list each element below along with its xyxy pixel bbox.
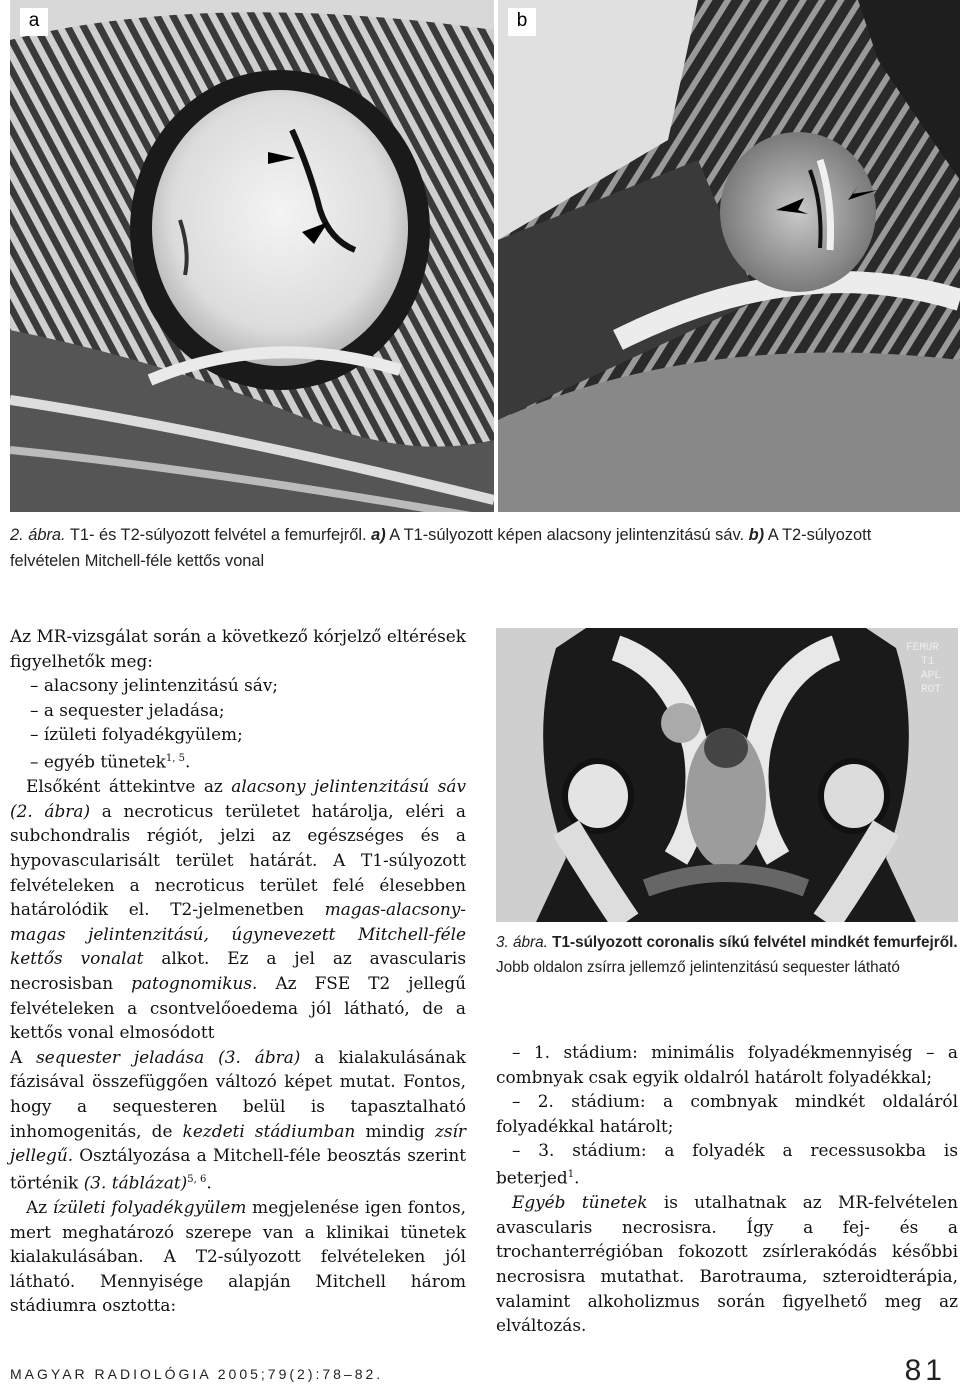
intro-paragraph: Az MR-vizsgálat során a következő kórjelző eltérések figyelhetők meg:	[10, 626, 466, 671]
left-column	[10, 624, 466, 1318]
figure2-caption-text: T1- és T2-súlyozott felvétel a femurfejről.	[65, 526, 372, 544]
stage-2: – 2. stádium: a combnyak mindkét oldaláról folyadékkal határolt;	[496, 1091, 958, 1136]
figure3-caption	[496, 930, 958, 980]
reference: 1, 5	[165, 752, 185, 764]
figure2-caption-text-a: A T1-súlyozott képen alacsony jelintenzitású sáv.	[385, 526, 749, 544]
figure2-caption-a: a)	[371, 526, 386, 544]
figure2-caption-b: b)	[748, 526, 765, 544]
overlay-text-4: ROT	[921, 684, 941, 696]
stage-3: – 3. stádium: a folyadék a recessusokba is beterjed$^1$.	[496, 1140, 958, 1188]
right-column	[496, 1040, 958, 1338]
paragraph-low-signal-band: Elsőként áttekintve az alacsony jelintenzitású sáv (2. ábra) a necroticus területet határolja, eléri a subchondralis régiót, jelzi az egészséges és a hypovascularisált terület határát. A T1-súlyozott felvételeken a necroticus terület felé élesebben határolódik el. T2-jelmenetben magas-alacsony-magas jelintenzitású, úgynevezett Mitchell-féle kettős vonalat alkot. Ez a jel az avascularis necrosisban patognomikus. Az FSE T2 jellegű felvételeken a csontvelőoedema jól látható, de a kettős vonal elmosódott	[10, 776, 467, 1043]
page-number: 81	[904, 1354, 946, 1387]
figure3-image	[496, 628, 958, 922]
list-item: – alacsony jelintenzitású sáv;	[30, 675, 279, 696]
paragraph-sequester: A sequester jeladása (3. ábra) a kialakulásának fázisával összefüggően változó képet mutat. Fontos, hogy a sequesteren belül is tapasztalható inhomogenitás, de kezdeti stádiumban mindig zsír jellegű. Osztályozása a Mitchell-féle beosztás szerint történik (3. táblázat)$^{5, 6}$.	[10, 1046, 466, 1193]
mri-femoral-head-t2	[498, 0, 960, 512]
list-item: – egyéb tünetek$^{1, 5}$.	[30, 751, 191, 772]
journal-footer: MAGYAR RADIOLÓGIA 2005;79(2):78–82.	[10, 1366, 384, 1382]
panel-b-label: b	[508, 8, 536, 36]
overlay-text-2: T1	[921, 656, 935, 668]
mri-femoral-head-t1	[10, 0, 494, 512]
list-item: – ízületi folyadékgyülem;	[30, 724, 243, 745]
overlay-text-3: APL	[921, 670, 941, 682]
overlay-text-1: FEMUR	[906, 642, 940, 654]
figure2-panel-a-image	[10, 0, 494, 512]
stage-1: – 1. stádium: minimális folyadékmennyiség – a combnyak csak egyik oldalról határolt folyadékkal;	[496, 1042, 958, 1087]
list-item: – a sequester jeladása;	[30, 699, 225, 720]
panel-a-label: a	[20, 8, 48, 36]
figure3-caption-bold: T1-súlyozott coronalis síkú felvétel mindkét femurfejről.	[547, 934, 958, 951]
figure3-caption-prefix: 3. ábra.	[496, 934, 548, 951]
mri-coronal-pelvis	[496, 628, 958, 922]
figure2-caption-text-b: A T2-súlyozott felvételen Mitchell-féle kettős vonal	[10, 526, 872, 570]
figure2-caption-prefix: 2. ábra.	[10, 526, 66, 544]
figure3-caption-rest: Jobb oldalon zsírra jellemző jelintenzitású sequester látható	[496, 959, 900, 976]
paragraph-joint-effusion: Az ízületi folyadékgyülem megjelenése igen fontos, mert meghatározó szerepe van a klinikai tünetek kialakulásában. A T2-súlyozott felvételeken jól látható. Mennyisége alapján Mitchell három stádiumra osztotta:	[10, 1196, 467, 1316]
figure2-panel-b-image	[498, 0, 960, 512]
paragraph-other-signs: Egyéb tünetek is utalhatnak az MR-felvételen avascularis necrosisra. Így a fej- és a trochanterrégióban fokozott zsírlerakódás későbbi necrosisra mutathat. Barotrauma, szteroidterápia, valamint alkoholizmus során figyelhető meg az elváltozás.	[496, 1192, 959, 1336]
figure2-caption	[10, 522, 945, 574]
